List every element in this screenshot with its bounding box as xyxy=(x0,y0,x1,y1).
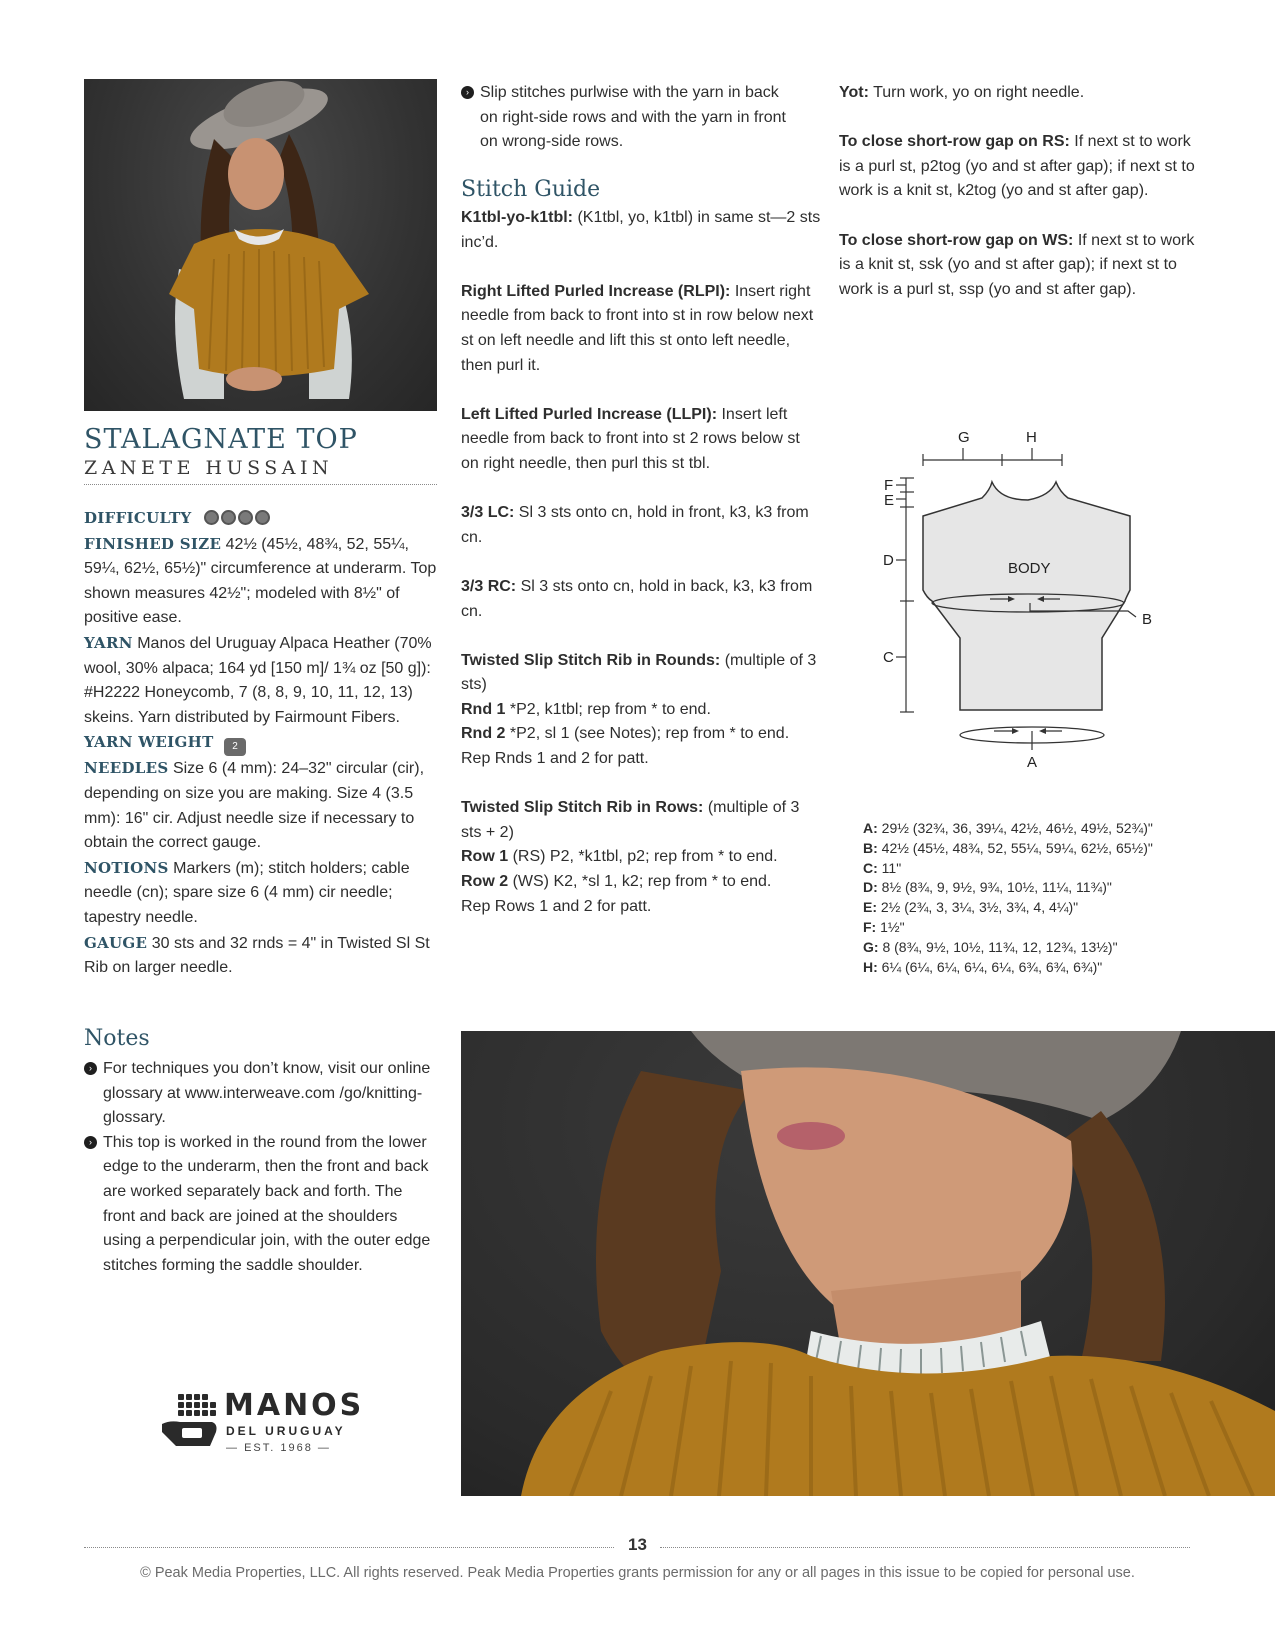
schematic-body-label: BODY xyxy=(1008,560,1051,577)
glossary-entry-yot: Yot: Turn work, yo on right needle. xyxy=(839,84,1085,101)
schematic-label-b: B xyxy=(1142,611,1153,628)
pattern-title: STALAGNATE TOP xyxy=(84,424,358,455)
note-item: › Slip stitches purlwise with the yarn in back on right-side rows and with the yarn in front on wrong-side rows. xyxy=(461,81,801,155)
note-item: › For techniques you don’t know, visit our online glossary at www.interweave.com /go/knitting-glossary. xyxy=(84,1057,438,1131)
model-photo-top-illustration xyxy=(84,79,437,411)
notes-heading: Notes xyxy=(84,1026,150,1051)
gauge-row xyxy=(84,931,437,981)
yarn-hand-icon xyxy=(160,1392,220,1448)
needles-value: Size 6 (4 mm): 24–32" circular (cir), depending on size you are making. Size 4 (3.5 mm): 16" cir. Adjust needle size if necessary to obtain the correct gauge. xyxy=(84,760,425,852)
finished-size-row xyxy=(84,532,437,631)
model-photo-closeup-illustration xyxy=(461,1031,1275,1496)
schematic-label-e: E xyxy=(884,492,895,509)
needles-row xyxy=(84,756,437,855)
model-photo-top xyxy=(84,79,437,411)
finished-size-value: 42½ (45½, 48¾, 52, 55¼, 59¼, 62½, 65½)" circumference at underarm. Top shown measures 42½"; modeled with 8½" of positive ease. xyxy=(84,535,437,627)
measurement-c: C: 11" xyxy=(863,859,902,876)
measurement-g: G: 8 (8¾, 9½, 10½, 11¾, 12, 12¾, 13½)" xyxy=(863,938,1118,955)
schematic-label-h: H xyxy=(1026,429,1037,446)
notions-label: NOTIONS xyxy=(84,858,169,877)
title-divider xyxy=(84,484,437,485)
rnd-2: Rnd 2 *P2, sl 1 (see Notes); rep from * to end. xyxy=(461,725,790,743)
page-number: 13 xyxy=(628,1535,647,1554)
notes-list-continued xyxy=(461,81,801,155)
arrow-bullet-icon: › xyxy=(84,1136,97,1149)
glossary-entry-lc: 3/3 LC: Sl 3 sts onto cn, hold in front, k3, k3 from cn. xyxy=(461,504,809,546)
difficulty-dots-icon xyxy=(204,510,272,527)
needles-label: NEEDLES xyxy=(84,759,169,778)
rnd-1: Rnd 1 *P2, k1tbl; rep from * to end. xyxy=(461,700,711,718)
gauge-value: 30 sts and 32 rnds = 4" in Twisted Sl St Rib on larger needle. xyxy=(84,934,430,977)
measurement-d: D: 8½ (8¾, 9, 9½, 9¾, 10½, 11¼, 11¾)" xyxy=(863,879,1112,896)
glossary-entry-ws-gap: To close short-row gap on WS: If next st to work is a knit st, ssk (yo and st after gap); if next st to work is a purl st, ssp (yo and st after gap). xyxy=(839,231,1195,298)
schematic-label-g: G xyxy=(958,429,970,446)
schematic-label-f: F xyxy=(884,477,894,494)
gauge-label: GAUGE xyxy=(84,933,148,952)
notions-value: Markers (m); stitch holders; cable needle (cn); spare size 6 (4 mm) cir needle; tapestry needle. xyxy=(84,859,410,926)
difficulty-row xyxy=(84,506,437,532)
logo-wordmark: MANOS xyxy=(224,1388,365,1423)
row-1: Row 1 (RS) P2, *k1tbl, p2; rep from * to end. xyxy=(461,848,778,866)
glossary-entry-rib-rows: Twisted Slip Stitch Rib in Rows: (multiple of 3 sts + 2) xyxy=(461,799,800,841)
short-row-entries xyxy=(839,81,1199,327)
glossary-entry-rs-gap: To close short-row gap on RS: If next st to work is a purl st, p2tog (yo and st after gap); if next st to work is a knit st, k2tog (yo and st after gap). xyxy=(839,133,1195,200)
finished-size-label: FINISHED SIZE xyxy=(84,534,222,553)
glossary-entry-rlpi: Right Lifted Purled Increase (RLPI): Insert right needle from back to front into st in row below next st on left needle and lift this st onto left needle, then purl it. xyxy=(461,282,814,374)
manos-logo xyxy=(160,1390,400,1460)
notions-row xyxy=(84,856,437,931)
yarn-value: Manos del Uruguay Alpaca Heather (70% wool, 30% alpaca; 164 yd [150 m]/ 1¾ oz [50 g]): #H2222 Honeycomb, 7 (8, 8, 9, 10, 11, 12, 13) skeins. Yarn distributed by Fairmount Fibers. xyxy=(84,634,432,726)
model-photo-closeup xyxy=(461,1031,1275,1496)
measurement-b: B: 42½ (45½, 48¾, 52, 55¼, 59¼, 62½, 65½)" xyxy=(863,839,1153,856)
arrow-bullet-icon: › xyxy=(84,1062,97,1075)
measurement-h: H: 6¼ (6¼, 6¼, 6¼, 6¼, 6¾, 6¾, 6¾)" xyxy=(863,958,1103,975)
yarn-weight-label: YARN WEIGHT xyxy=(84,733,214,752)
stitch-guide-heading: Stitch Guide xyxy=(461,177,601,202)
arrow-bullet-icon: › xyxy=(461,86,474,99)
rnd-repeat: Rep Rnds 1 and 2 for patt. xyxy=(461,750,649,768)
yarn-weight-icon: 2 xyxy=(224,738,246,756)
schematic-label-a: A xyxy=(1027,754,1038,771)
glossary-entry-rib-rounds: Twisted Slip Stitch Rib in Rounds: (multiple of 3 sts) xyxy=(461,651,817,694)
row-repeat: Rep Rows 1 and 2 for patt. xyxy=(461,897,652,915)
measurement-a: A: 29½ (32¾, 36, 39¼, 42½, 46½, 49½, 52¾)" xyxy=(863,820,1153,836)
logo-established: — EST. 1968 — xyxy=(226,1442,331,1454)
schematic-label-c: C xyxy=(883,649,894,666)
glossary-entry-k1tbl: K1tbl-yo-k1tbl: (K1tbl, yo, k1tbl) in same st—2 sts inc’d. xyxy=(461,209,821,251)
logo-subtitle: DEL URUGUAY xyxy=(226,1424,346,1438)
measurements-list xyxy=(863,819,1203,977)
yarn-label: YARN xyxy=(84,633,133,652)
measurement-f: F: 1½" xyxy=(863,918,905,935)
copyright-notice: © Peak Media Properties, LLC. All rights reserved. Peak Media Properties grants permission for any or all pages in this issue to be copied for personal use. xyxy=(140,1565,1135,1581)
row-2: Row 2 (WS) K2, *sl 1, k2; rep from * to end. xyxy=(461,873,772,891)
garment-schematic xyxy=(870,420,1170,780)
notes-list xyxy=(84,1057,438,1278)
note-item: › This top is worked in the round from the lower edge to the underarm, then the front and back are worked separately back and forth. The front and back are joined at the shoulders using a perpendicular join, with the outer edge stitches forming the saddle shoulder. xyxy=(84,1131,438,1279)
difficulty-label: DIFFICULTY xyxy=(84,509,192,527)
measurement-e: E: 2½ (2¾, 3, 3¼, 3½, 3¾, 4, 4¼)" xyxy=(863,899,1079,916)
designer-name: ZANETE HUSSAIN xyxy=(84,457,334,479)
yarn-weight-row xyxy=(84,730,437,756)
schematic-label-d: D xyxy=(883,552,894,569)
glossary-entry-llpi: Left Lifted Purled Increase (LLPI): Insert left needle from back to front into st 2 rows below st on right needle, then purl this st tbl. xyxy=(461,405,800,472)
specs-block xyxy=(84,506,437,981)
stitch-guide-entries xyxy=(461,206,821,919)
yarn-row xyxy=(84,631,437,730)
glossary-entry-rc: 3/3 RC: Sl 3 sts onto cn, hold in back, k3, k3 from cn. xyxy=(461,577,813,620)
